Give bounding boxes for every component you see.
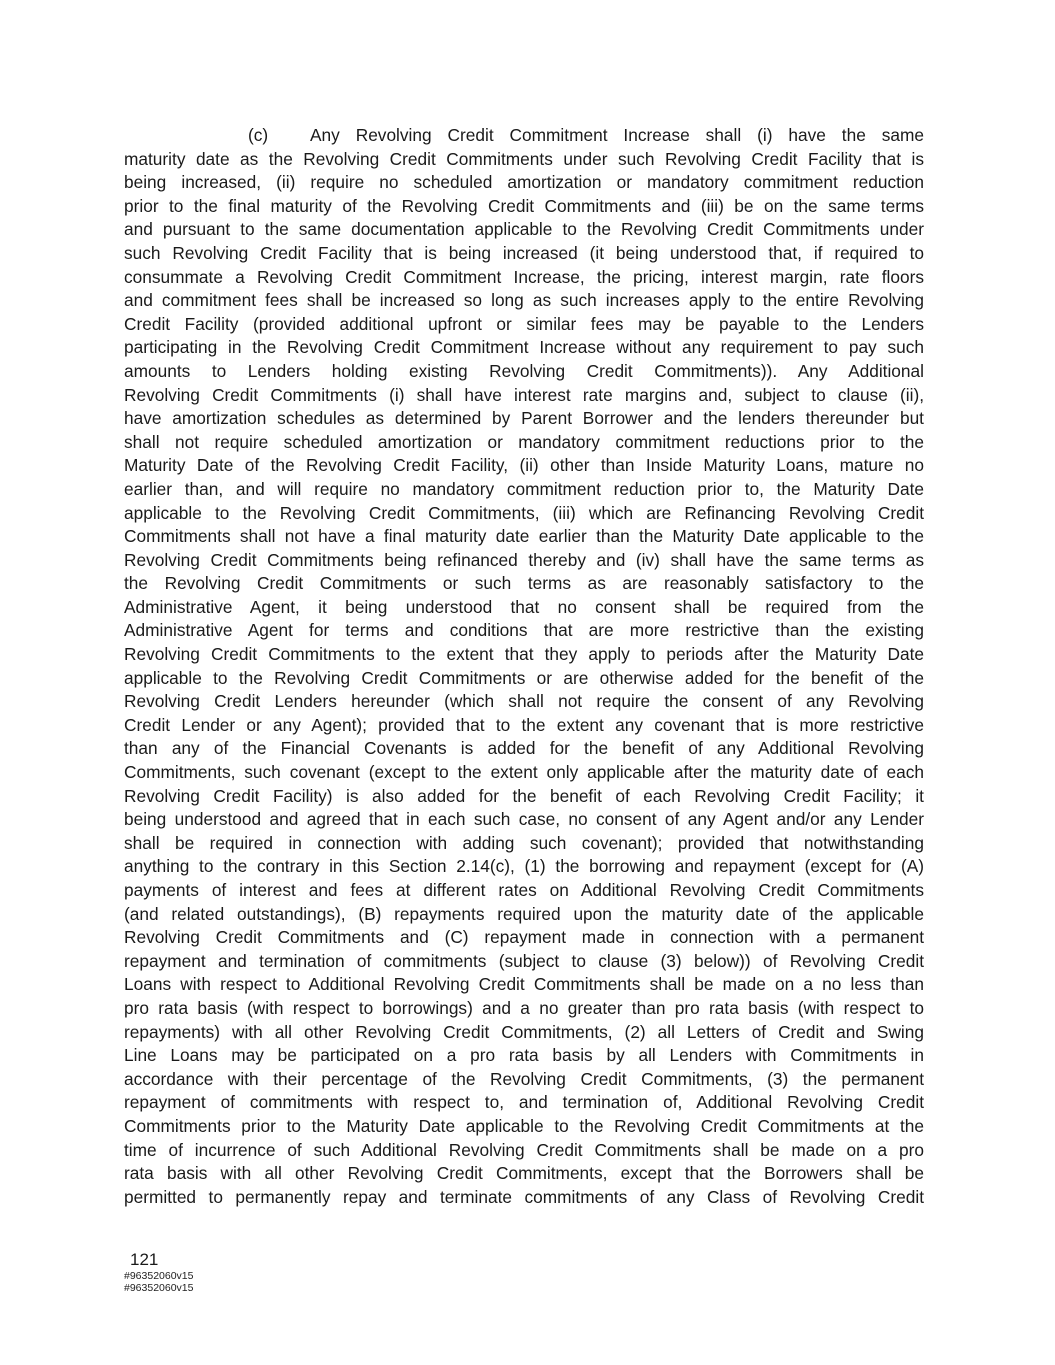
paragraph-line: rata basis with all other Revolving Credit Commitments, except that the Borrowers shall be [124,1163,924,1184]
paragraph-line: Maturity Date of the Revolving Credit Facility, (ii) other than Inside Maturity Loans, mature no [124,455,924,476]
paragraph-line: Commitments shall not have a final maturity date earlier than the Maturity Date applicable to the [124,526,924,547]
paragraph-line: Revolving Credit Commitments to the extent that they apply to periods after the Maturity Date [124,644,924,665]
paragraph-line: repayments) with all other Revolving Credit Commitments, (2) all Letters of Credit and Swing [124,1021,924,1042]
paragraph-line: Commitments, such covenant (except to the extent only applicable after the maturity date of each [124,762,924,783]
paragraph-line: being increased, (ii) require no scheduled amortization or mandatory commitment reduction [124,172,924,193]
paragraph-line: earlier than, and will require no mandatory commitment reduction prior to, the Maturity Date [124,478,924,499]
paragraph-line: and commitment fees shall be increased so long as such increases apply to the entire Revolving [124,290,924,311]
paragraph-line: Administrative Agent for terms and conditions that are more restrictive than the existing [124,620,924,641]
paragraph-line: Revolving Credit Facility) is also added for the benefit of each Revolving Credit Facility; it [124,785,924,806]
paragraph-line: payments of interest and fees at different rates on Additional Revolving Credit Commitments [124,880,924,900]
paragraph-line [124,124,924,148]
paragraph-line: Credit Lender or any Agent); provided that to the extent any covenant that is more restrictive [124,714,924,735]
paragraph-line: (and related outstandings), (B) repayments required upon the maturity date of the applicable [124,903,924,924]
paragraph-line: being understood and agreed that in each such case, no consent of any Agent and/or any Lender [124,809,924,830]
paragraph-line: applicable to the Revolving Credit Commitments or are otherwise added for the benefit of the [124,667,924,688]
page-number: 121 [130,1250,159,1269]
paragraph-line: Credit Facility (provided additional upfront or similar fees may be payable to the Lenders [124,313,924,334]
paragraph-line: than any of the Financial Covenants is added for the benefit of any Additional Revolving [124,738,924,759]
paragraph-line: prior to the final maturity of the Revolving Credit Commitments and (iii) be on the same terms [124,195,924,216]
paragraph-line: time of incurrence of such Additional Revolving Credit Commitments shall be made on a pro [124,1139,924,1160]
body-paragraph [124,124,924,1209]
paragraph-line: shall not require scheduled amortization or mandatory commitment reductions prior to the [124,431,924,452]
paragraph-line: anything to the contrary in this Section 2.14(c), (1) the borrowing and repayment (except for (A) [124,856,924,877]
paragraph-line: Revolving Credit Commitments (i) shall have interest rate margins and, subject to clause (ii), [124,384,924,405]
paragraph-line: have amortization schedules as determined by Parent Borrower and the lenders thereunder but [124,408,924,429]
paragraph-line: repayment and termination of commitments (subject to clause (3) below)) of Revolving Credit [124,950,924,971]
paragraph-line: Revolving Credit Lenders hereunder (which shall not require the consent of any Revolving [124,691,924,712]
paragraph-line: Line Loans may be participated on a pro rata basis by all Lenders with Commitments in [124,1045,924,1066]
paragraph-line: maturity date as the Revolving Credit Commitments under such Revolving Credit Facility that is [124,148,924,169]
clause-marker: (c) [248,125,269,145]
paragraph-line: amounts to Lenders holding existing Revolving Credit Commitments)). Any Additional [124,360,924,381]
document-id: #96352060v15 [124,1270,194,1282]
paragraph-line: Commitments prior to the Maturity Date applicable to the Revolving Credit Commitments at the [124,1115,924,1136]
paragraph-line: Administrative Agent, it being understood that no consent shall be required from the [124,596,924,617]
paragraph-line: shall be required in connection with adding such covenant); provided that notwithstanding [124,832,924,853]
document-id: #96352060v15 [124,1282,194,1294]
page-footer [124,1250,194,1294]
paragraph-line: applicable to the Revolving Credit Commitments, (iii) which are Refinancing Revolving Credit [124,502,924,523]
paragraph-line: Revolving Credit Commitments being refinanced thereby and (iv) shall have the same terms as [124,549,924,570]
paragraph-line-text: Any Revolving Credit Commitment Increase shall (i) have the same [310,125,924,145]
paragraph-line: pro rata basis (with respect to borrowings) and a no greater than pro rata basis (with respect to [124,997,924,1018]
paragraph-line: such Revolving Credit Facility that is being increased (it being understood that, if required to [124,242,924,263]
paragraph-line: Loans with respect to Additional Revolving Credit Commitments shall be made on a no less than [124,974,924,995]
paragraph-line: permitted to permanently repay and terminate commitments of any Class of Revolving Credit [124,1186,924,1207]
paragraph-line: accordance with their percentage of the Revolving Credit Commitments, (3) the permanent [124,1068,924,1089]
paragraph-line: repayment of commitments with respect to, and termination of, Additional Revolving Credit [124,1092,924,1113]
paragraph-line: Revolving Credit Commitments and (C) repayment made in connection with a permanent [124,927,924,948]
paragraph-line: the Revolving Credit Commitments or such terms as are reasonably satisfactory to the [124,573,924,594]
paragraph-line: and pursuant to the same documentation applicable to the Revolving Credit Commitments under [124,219,924,240]
paragraph-line: consummate a Revolving Credit Commitment Increase, the pricing, interest margin, rate floors [124,266,924,287]
paragraph-line: participating in the Revolving Credit Commitment Increase without any requirement to pay such [124,337,924,358]
